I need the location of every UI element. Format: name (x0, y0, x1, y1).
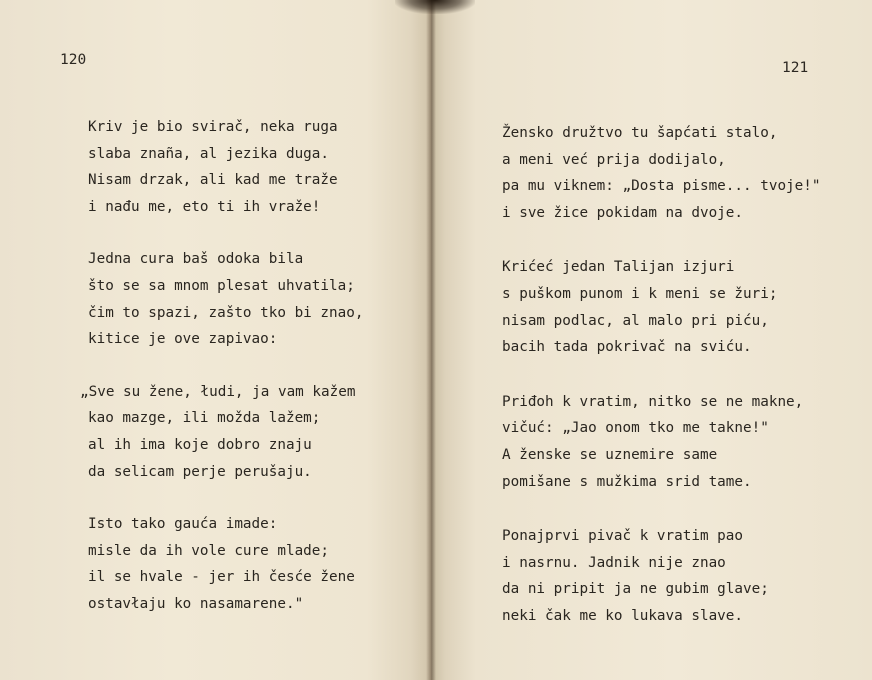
spine-shadow (395, 0, 475, 14)
verse-line: slaba znaña, al jezika duga. (88, 145, 330, 162)
poem-left (80, 114, 418, 644)
verse-line: neki čak me ko lukava slave. (502, 607, 744, 624)
verse-line: i nađu me, eto ti ih vraže! (88, 198, 321, 215)
verse-line: Priđoh k vratim, nitko se ne makne, (502, 393, 804, 410)
verse-line: ostavłaju ko nasamarene." (88, 595, 304, 612)
stanza (88, 511, 418, 617)
verse-line: „Sve su žene, łudi, ja vam kažem (80, 383, 356, 400)
verse-line: il se hvale - jer ih česće žene (88, 569, 355, 586)
verse-line: da selicam perje perušaju. (88, 463, 312, 480)
verse-line: kao mazge, ili možda lažem; (88, 410, 321, 427)
verse-line: i sve žice pokidam na dvoje. (502, 204, 744, 221)
verse-line: kitice je ove zapivao: (88, 331, 278, 348)
verse-line: misle da ih vole cure mlade; (88, 542, 330, 559)
verse-line: pomišane s mužkima srid tame. (502, 473, 752, 490)
verse-line: vičuć: „Jao onom tko me takne!" (502, 420, 769, 437)
verse-line: Isto tako gauća imade: (88, 516, 278, 533)
verse-line: da ni pripit ja ne gubim glave; (502, 581, 769, 598)
page-number-right: 121 (782, 60, 809, 76)
verse-line: bacih tada pokrivač na sviću. (502, 339, 752, 356)
stanza (502, 389, 852, 495)
verse-line: i nasrnu. Jadnik nije znao (502, 554, 726, 571)
stanza (80, 379, 418, 485)
verse-line: al ih ima koje dobro znaju (88, 436, 312, 453)
right-page (432, 0, 872, 680)
stanza (502, 254, 852, 360)
stanza (88, 114, 418, 220)
stanza (502, 120, 852, 226)
verse-line: Jedna cura baš odoka bila (88, 251, 304, 268)
verse-line: A ženske se uznemire same (502, 446, 718, 463)
verse-line: nisam podlac, al malo pri piću, (502, 312, 769, 329)
stanza (88, 246, 418, 352)
verse-line: čim to spazi, zašto tko bi znao, (88, 304, 364, 321)
verse-line: Nisam drzak, ali kad me traže (88, 172, 338, 189)
verse-line: pa mu viknem: „Dosta pisme... tvoje!" (502, 178, 821, 195)
verse-line: Kriv je bio svirač, neka ruga (88, 119, 338, 135)
poem-right (502, 120, 852, 658)
verse-line: Ponajprvi pivač k vratim pao (502, 528, 744, 545)
verse-line: s puškom punom i k meni se žuri; (502, 285, 778, 302)
verse-line: Žensko družtvo tu šapćati stalo, (502, 125, 778, 141)
verse-line: što se sa mnom plesat uhvatila; (88, 277, 355, 294)
book-gutter (426, 0, 436, 680)
verse-line: Krićeć jedan Talijan izjuri (502, 259, 735, 276)
verse-line: a meni već prija dodijalo, (502, 151, 726, 168)
left-page (0, 0, 432, 680)
stanza (502, 523, 852, 629)
page-number-left: 120 (60, 52, 87, 68)
